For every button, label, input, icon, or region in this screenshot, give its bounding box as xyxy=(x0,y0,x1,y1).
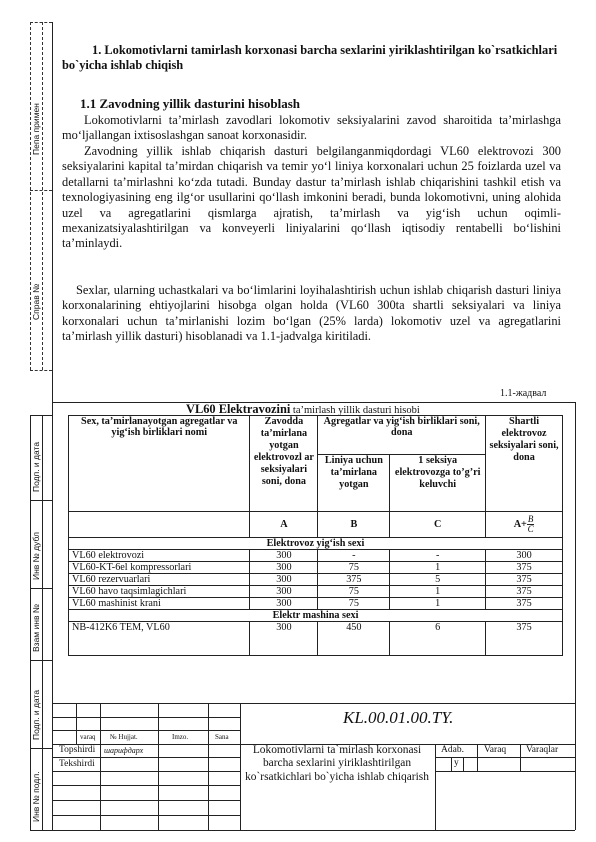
margin-label-podp2: Подп. и дата xyxy=(31,689,41,740)
table-row: VL60 rezervuarlari 300 375 5 375 xyxy=(69,574,563,586)
table-caption: VL60 Elektravozini ta’mirlash yillik dasturi hisobi xyxy=(186,402,420,416)
header-conditional-sections: Shartli elektrovoz seksiyalari soni, dona xyxy=(486,416,563,512)
table-row: VL60 elektrovozi 300 - - 300 xyxy=(69,550,563,562)
margin-label-inv-podl: Инв № подл. xyxy=(31,771,41,822)
letter-c: C xyxy=(390,512,486,538)
header-units-group: Agregatlar va yig‘ish birliklari soni, dona xyxy=(318,416,486,455)
margin-divider xyxy=(30,830,52,831)
margin-label-podp1: Подп. и дата xyxy=(31,441,41,492)
frame-bottom xyxy=(52,830,575,831)
document-code: KL.00.01.00.TY. xyxy=(343,708,454,727)
margin-label-vzam: Взам инв № xyxy=(31,604,41,652)
stamp-varaqlar-label: Varaqlar xyxy=(526,745,559,755)
stamp-adab-label: Adab. xyxy=(441,745,464,755)
letter-a: A xyxy=(250,512,318,538)
table-letter-row xyxy=(69,512,563,538)
table-row: VL60 mashinist krani 300 75 1 375 xyxy=(69,598,563,610)
stamp-adab-value: y xyxy=(454,758,459,768)
stamp-col-hujjat: № Hujjat. xyxy=(110,733,138,741)
frame-right xyxy=(575,402,576,830)
stamp-topshirdi-name: шарифдарх xyxy=(104,746,144,755)
stamp-col-imzo: Imzo. xyxy=(172,733,189,741)
margin-label-inv-dubl: Инв № дубл xyxy=(31,532,41,580)
section-row: Elektrovoz yig‘ish sexi xyxy=(69,538,563,550)
heading-1-1: 1.1 Zavodning yillik dasturini hisoblash xyxy=(80,96,301,111)
header-factory-sections: Zavodda ta’mirlana yotgan elektrovozl ar seksiyalari soni, dona xyxy=(250,416,318,512)
program-table xyxy=(68,415,563,656)
margin-divider xyxy=(30,748,52,749)
margin-divider xyxy=(30,588,52,589)
table-row: NB-412K6 TEM, VL60 300 450 6 375 xyxy=(69,622,563,656)
stamp-title: Lokomotivlarni ta`mirlash korxonasi barcha sexlarini yiriklashtirilgan ko`rsatkichlari bo`yicha ishlab chiqarish xyxy=(245,744,429,783)
stamp-col-sana: Sana xyxy=(215,733,229,741)
margin-divider xyxy=(30,415,52,416)
stamp-col-varaq: varaq xyxy=(80,733,96,741)
stamp-varaq-label: Varaq xyxy=(484,745,507,755)
header-line: Liniya uchun ta’mirlana yotgan xyxy=(318,455,390,512)
margin-label-sprav: Справ № xyxy=(31,283,41,320)
table-row: VL60 havo taqsimlagichlari 300 75 1 375 xyxy=(69,586,563,598)
letter-b: B xyxy=(318,512,390,538)
paragraph-3: Sexlar, ularning uchastkalari va bo‘limlarini loyihalashtirish uchun ishlab chiqarish dasturi liniya korxonalarining ehtiyojlarini hisobga olgan holda (VL60 300ta shartli seksiyalari va liniya korxonalari uchun ta’mirlanishi lozim bo‘lgan (25% larda) lokomotiv uzel va agregatlarini ta’mirlash yillik dasturi) hisoblanadi va 1.1-jadvalga kiritiladi. xyxy=(62,283,561,344)
header-per-section: 1 seksiya elektrovozga to’g’ri keluvchi xyxy=(390,455,486,512)
frame-left xyxy=(52,22,53,830)
margin-divider xyxy=(30,660,52,661)
paragraph-2: Zavodning yillik ishlab chiqarish dasturi belgilanganmiqdordagi VL60 elektrovozi 300 seksiyalarini kapital ta’mirdan chiqarish va temir yo‘l liniya korxonalari uchun 25 foizlarda uzel va detallarni ta’mirlashni ko‘zda tutadi. Bunday dastur ta’mirlash ishlab chiqarishini tashkil etish va texnologiyasining eng ilg‘or usullarini qo‘llash imkonini beradi, bunda lokomotivni, uning alohida uzel va agregatlarini qismlarga ajratish, ta’mirlash va yig‘ish uchun oqimli-mexanizatsiyalashtirilgan va konveyerli liniyalarini qo‘llash iqtisodiy rentabelli bo‘lishini ta’minlaydi. xyxy=(62,144,561,251)
margin-frame-bottom-inner xyxy=(42,415,43,830)
margin-divider xyxy=(30,500,52,501)
table-label: 1.1-жадвал xyxy=(500,388,547,399)
stamp-topshirdi: Topshirdi xyxy=(59,745,96,755)
section-row: Elektr mashina sexi xyxy=(69,610,563,622)
margin-label-primen: Пепа примен xyxy=(31,103,41,155)
paragraph-1: Lokomotivlarni ta’mirlash zavodlari lokomotiv seksiyalarini zavod sharoitida ta’mirlashga mo‘ljallangan ixtisoslashgan sanoat korxonasidir. xyxy=(62,113,561,143)
table-row: VL60-KT-6el kompressorlari 300 75 1 375 xyxy=(69,562,563,574)
table-header-row xyxy=(69,416,563,455)
stamp-tekshirdi: Tekshirdi xyxy=(59,759,95,769)
heading-1: 1. Lokomotivlarni tamirlash korxonasi barcha sexlarini yiriklashtirilgan ko`rsatkichlari bo`yicha ishlab chiqish xyxy=(62,43,558,72)
header-name: Sex, ta’mirlanayotgan agregatlar va yig‘ish birliklari nomi xyxy=(69,416,250,512)
formula: A+ $\frac{B}{C}$ xyxy=(486,512,563,538)
